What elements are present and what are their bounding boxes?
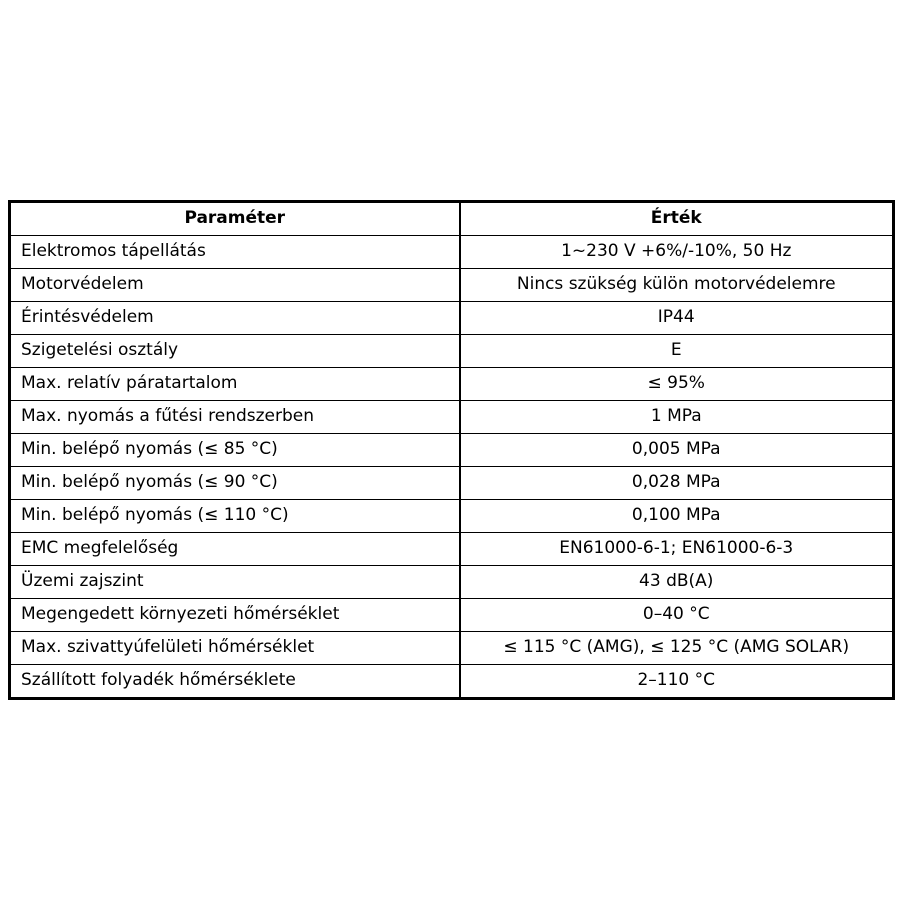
cell-parameter: Min. belépő nyomás (≤ 110 °C) <box>10 500 460 533</box>
table-row <box>10 302 894 335</box>
table-row <box>10 269 894 302</box>
table-row <box>10 236 894 269</box>
cell-value: 0,100 MPa <box>460 500 894 533</box>
column-header-parameter: Paraméter <box>10 202 460 236</box>
specification-sheet <box>8 200 892 700</box>
cell-value: EN61000-6-1; EN61000-6-3 <box>460 533 894 566</box>
table-row <box>10 599 894 632</box>
table-row <box>10 533 894 566</box>
cell-value: 1 MPa <box>460 401 894 434</box>
cell-parameter: Motorvédelem <box>10 269 460 302</box>
cell-parameter: Érintésvédelem <box>10 302 460 335</box>
cell-value: ≤ 115 °C (AMG), ≤ 125 °C (AMG SOLAR) <box>460 632 894 665</box>
cell-parameter: Szállított folyadék hőmérséklete <box>10 665 460 699</box>
cell-value: Nincs szükség külön motorvédelemre <box>460 269 894 302</box>
cell-value: 2–110 °C <box>460 665 894 699</box>
table-row <box>10 500 894 533</box>
cell-parameter: Üzemi zajszint <box>10 566 460 599</box>
table-header <box>10 202 894 236</box>
cell-value: 0–40 °C <box>460 599 894 632</box>
cell-parameter: Max. relatív páratartalom <box>10 368 460 401</box>
cell-parameter: Max. nyomás a fűtési rendszerben <box>10 401 460 434</box>
specification-table <box>8 200 895 700</box>
cell-parameter: EMC megfelelőség <box>10 533 460 566</box>
table-header-row <box>10 202 894 236</box>
table-row <box>10 632 894 665</box>
table-row <box>10 566 894 599</box>
cell-value: 0,005 MPa <box>460 434 894 467</box>
table-row <box>10 401 894 434</box>
table-row <box>10 434 894 467</box>
cell-value: 0,028 MPa <box>460 467 894 500</box>
cell-value: 1~230 V +6%/-10%, 50 Hz <box>460 236 894 269</box>
table-body <box>10 236 894 699</box>
cell-value: IP44 <box>460 302 894 335</box>
table-row <box>10 335 894 368</box>
cell-parameter: Megengedett környezeti hőmérséklet <box>10 599 460 632</box>
cell-parameter: Max. szivattyúfelületi hőmérséklet <box>10 632 460 665</box>
column-header-value: Érték <box>460 202 894 236</box>
cell-value: ≤ 95% <box>460 368 894 401</box>
table-row <box>10 665 894 699</box>
cell-parameter: Min. belépő nyomás (≤ 85 °C) <box>10 434 460 467</box>
table-row <box>10 368 894 401</box>
table-row <box>10 467 894 500</box>
cell-parameter: Elektromos tápellátás <box>10 236 460 269</box>
cell-parameter: Min. belépő nyomás (≤ 90 °C) <box>10 467 460 500</box>
cell-value: 43 dB(A) <box>460 566 894 599</box>
cell-value: E <box>460 335 894 368</box>
cell-parameter: Szigetelési osztály <box>10 335 460 368</box>
